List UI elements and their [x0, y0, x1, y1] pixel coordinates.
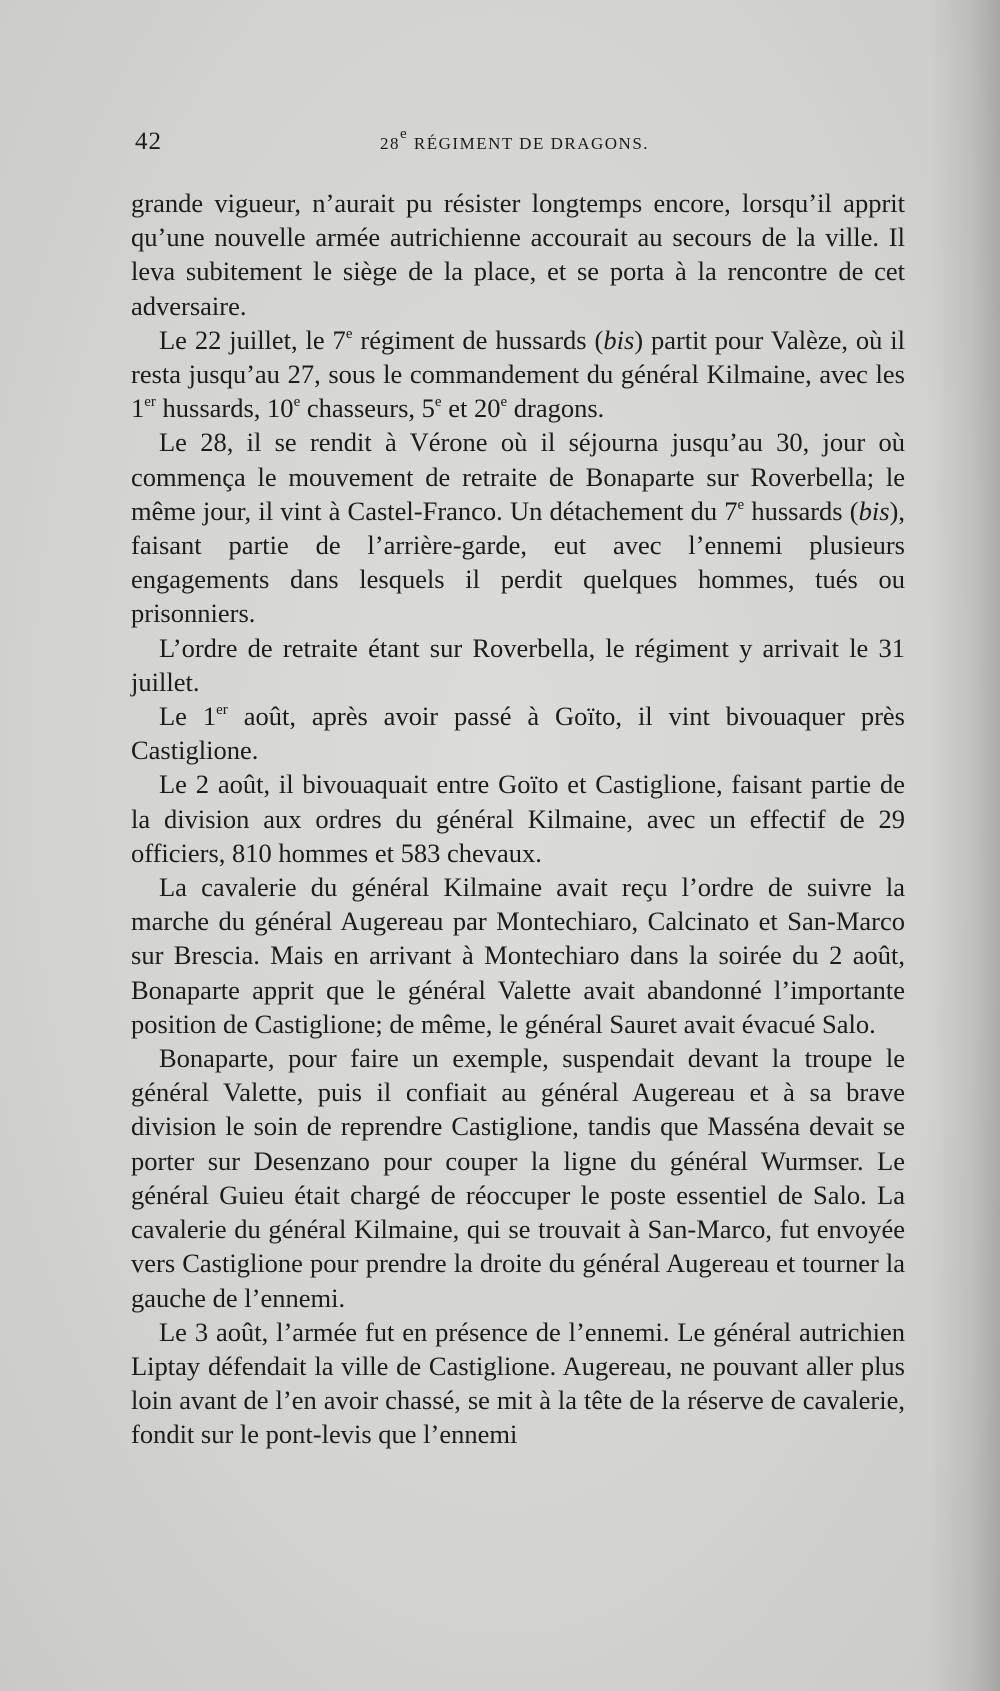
paragraph: L’ordre de retraite étant sur Roverbella, le régiment y arrivait le 31 juillet. — [131, 632, 905, 697]
paragraph: Bonaparte, pour faire un exemple, suspendait devant la troupe le général Valette, puis il confiait au général Augereau et à sa brave division le soin de reprendre Castiglione, tandis que Masséna devait se porter sur Desenzano pour couper la ligne du général Wurmser. Le général Guieu était chargé de réoccuper le poste essentiel de Salo. La cavalerie du général Kilmaine, qui se trouvait à San-Marco, fut envoyée vers Castiglione pour prendre la droite du général Augereau et tourner la gauche de l’ennemi. — [131, 1043, 905, 1313]
paragraph: Le 2 août, il bivouaquait entre Goïto et Castiglione, faisant partie de la division aux ordres du général Kilmaine, avec un effectif de 29 officiers, 810 hommes et 583 chevaux. — [131, 769, 905, 868]
paragraph: Le 22 juillet, le 7e régiment de hussards (bis) partit pour Valèze, où il resta jusqu’au 27, sous le commandement du général Kilmaine, avec les 1er hussards, 10e chasseurs, 5e et 20e dragons. — [131, 324, 905, 424]
page-number: 42 — [135, 128, 162, 155]
paragraph: grande vigueur, n’aurait pu résister longtemps encore, lorsqu’il apprit qu’une nouvelle armée autrichienne accourait au secours de la ville. Il leva subitement le siège de la place, et se porta à la rencontre de cet adversaire. — [131, 188, 905, 321]
paragraph: Le 3 août, l’armée fut en présence de l’ennemi. Le général autrichien Liptay défendait la ville de Castiglione. Augereau, ne pouvant aller plus loin avant de l’en avoir chassé, se mit à la tête de la réserve de cavalerie, fondit sur le pont-levis que l’ennemi — [131, 1316, 905, 1450]
paragraph: Le 28, il se rendit à Vérone où il séjourna jusqu’au 30, jour où commença le mouvement de retraite de Bonaparte sur Roverbella; le même jour, il vint à Castel-Franco. Un détachement du 7e hussards (bis), faisant partie de l’arrière-garde, eut avec l’ennemi plusieurs engagements dans lesquels il perdit quelques hommes, tués ou prisonniers. — [131, 427, 905, 629]
paragraph: La cavalerie du général Kilmaine avait reçu l’ordre de suivre la marche du général Augereau par Montechiaro, Calcinato et San-Marco sur Brescia. Mais en arrivant à Montechiaro dans la soirée du 2 août, Bonaparte apprit que le général Valette avait abandonné l’importante position de Castiglione; de même, le général Sauret avait évacué Salo. — [131, 872, 905, 1039]
page-edge-shadow — [930, 0, 1000, 1691]
body-text — [131, 186, 905, 1452]
paragraph: Le 1er août, après avoir passé à Goïto, il vint bivouaquer près Castiglione. — [131, 701, 905, 766]
running-head: 28e RÉGIMENT DE DRAGONS. — [380, 126, 650, 153]
page-header — [135, 128, 905, 168]
